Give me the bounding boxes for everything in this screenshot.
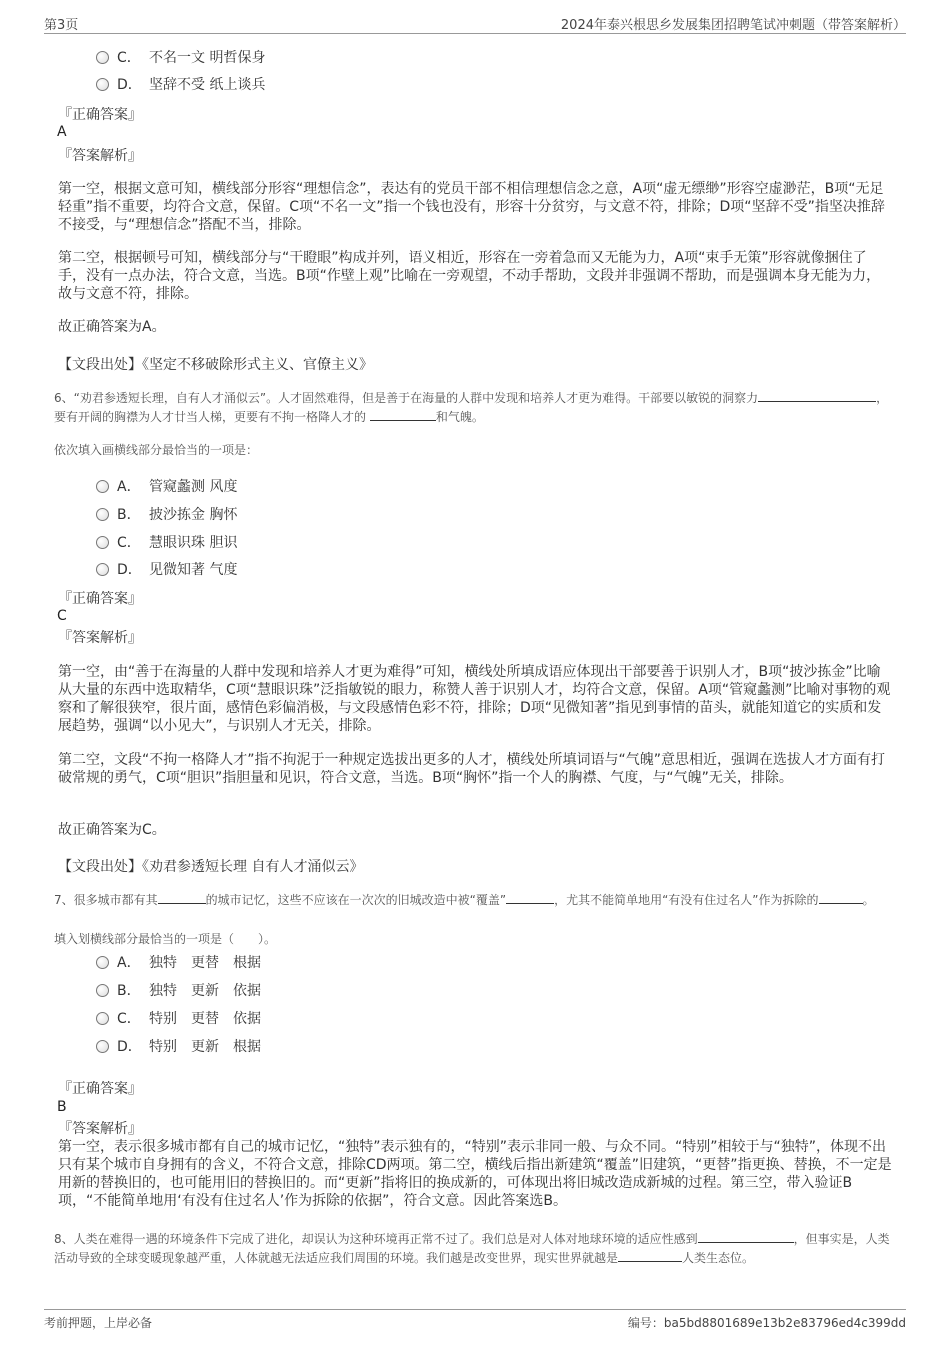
footer-code: 编号：ba5bd8801689e13b2e83796ed4c399dd	[627, 1316, 906, 1330]
blank-line[interactable]	[370, 407, 436, 421]
q6-answer: C	[57, 608, 67, 624]
radio-icon[interactable]	[96, 508, 109, 521]
q6-conclusion: 故正确答案为C。	[58, 822, 166, 838]
q5-analysis-p1: 第一空，根据文意可知，横线部分形容“理想信念”，表达有的党员干部不相信理想信念之意，A项“虚无缥缈”形容空虚渺茫，B项“无足轻重”指不重要，均符合文意，保留。C项“不名一文”指一个钱也没有，形容十分贫穷，与文意不符，排除；D项“坚辞不受”指坚决推辞不接受，与“理想信念”搭配不当，排除。	[58, 181, 885, 233]
q5-option-c[interactable]: C． 不名一文 明哲保身	[96, 48, 265, 68]
blank-line[interactable]	[158, 890, 206, 904]
q6-analysis-label: 『答案解析』	[58, 630, 142, 646]
q6-analysis-p1: 第一空，由“善于在海量的人群中发现和培养人才更为难得”可知，横线处所填成语应体现出干部要善于识别人才，B项“披沙拣金”比喻从大量的东西中选取精华，C项“慧眼识珠”泛指敏锐的眼力，称赞人善于识别人才，均符合文意，保留。A项“管窥蠡测”比喻对事物的观察和了解很狭窄，很片面，感情色彩偏消极，与文段感情色彩不符，排除；D项“见微知著”指见到事情的苗头，就能知道它的实质和发展趋势，强调“以小见大”，与识别人才无关，排除。	[58, 664, 891, 734]
q5-source: 【文段出处】《坚定不移破除形式主义、官僚主义》	[58, 357, 373, 373]
q5-answer-label: 『正确答案』	[58, 107, 142, 123]
blank-line[interactable]	[618, 1248, 682, 1262]
header-divider	[44, 33, 906, 34]
radio-icon[interactable]	[96, 78, 109, 91]
q7-option-b[interactable]: B． 独特 更新 依据	[96, 981, 261, 1001]
q6-analysis-p2: 第二空，文段“不拘一格降人才”指不拘泥于一种规定选拔出更多的人才，横线处所填词语与“气魄”意思相近，强调在选拔人才方面有打破常规的勇气，C项“胆识”指胆量和见识，符合文意，当选。B项“胸怀”指一个人的胸襟、气度，与“气魄”无关，排除。	[58, 752, 886, 786]
q7-answer-label: 『正确答案』	[58, 1081, 142, 1097]
q6-option-a[interactable]: A． 管窥蠡测 风度	[96, 477, 237, 497]
q5-answer: A	[57, 124, 67, 140]
q7-option-d[interactable]: D． 特别 更新 根据	[96, 1037, 261, 1057]
q7-analysis-p1: 第一空，表示很多城市都有自己的城市记忆，“独特”表示独有的，“特别”表示非同一般、与众不同。“特别”相较于与“独特”，体现不出只有某个城市自身拥有的含义，不符合文意，排除CD两项。第二空，横线后指出新建筑“覆盖”旧建筑，“更替”指更换、替换，不一定是用新的替换旧的，也可能用旧的替换旧的。而“更新”指将旧的换成新的，可体现出将旧城改造成新城的过程。第三空，带入验证B项，“不能简单地用‘有没有住过名人’作为拆除的依据”，符合文意。因此答案选B。	[58, 1139, 892, 1209]
radio-icon[interactable]	[96, 1040, 109, 1053]
q6-stem: 6、“劝君参透短长理，自有人才涌似云”。人才固然难得，但是善于在海量的人群中发现和培养人才更为难得。干部要以敏锐的洞察力 ，要有开阔的胸襟为人才廿当人梯，更要有不拘一格降人才的 和气魄。	[54, 388, 896, 426]
radio-icon[interactable]	[96, 1012, 109, 1025]
q7-stem: 7、很多城市都有其 的城市记忆，这些不应该在一次次的旧城改造中被“覆盖” ，尤其不能简单地用“有没有住过名人”作为拆除的 。	[54, 890, 896, 909]
page-number: 第3页	[44, 18, 79, 33]
q5-conclusion: 故正确答案为A。	[58, 319, 166, 335]
blank-line[interactable]	[698, 1229, 794, 1243]
radio-icon[interactable]	[96, 956, 109, 969]
blank-line[interactable]	[506, 890, 554, 904]
q6-source: 【文段出处】《劝君参透短长理 自有人才涌似云》	[58, 859, 364, 875]
radio-icon[interactable]	[96, 536, 109, 549]
q7-analysis-label: 『答案解析』	[58, 1121, 142, 1137]
q6-answer-label: 『正确答案』	[58, 591, 142, 607]
q7-prompt: 填入划横线部分最恰当的一项是（ ）。	[54, 932, 277, 946]
q7-answer: B	[57, 1099, 67, 1115]
radio-icon[interactable]	[96, 563, 109, 576]
q7-option-c[interactable]: C． 特别 更替 依据	[96, 1009, 261, 1029]
q5-analysis-p2: 第二空，根据顿号可知，横线部分与“干瞪眼”构成并列，语义相近，形容在一旁着急而又无能为力，A项“束手无策”形容就像捆住了手，没有一点办法，符合文意，当选。B项“作壁上观”比喻在一旁观望，不动手帮助，文段并非强调不帮助，而是强调本身无能为力，故与文意不符，排除。	[58, 250, 881, 302]
footer-divider	[44, 1309, 906, 1310]
q6-option-c[interactable]: C． 慧眼识珠 胆识	[96, 533, 237, 553]
q6-prompt: 依次填入画横线部分最恰当的一项是：	[54, 443, 259, 457]
q5-option-d[interactable]: D． 坚辞不受 纸上谈兵	[96, 75, 265, 95]
q5-analysis-label: 『答案解析』	[58, 148, 142, 164]
blank-line[interactable]	[819, 890, 863, 904]
q6-option-b[interactable]: B． 披沙拣金 胸怀	[96, 505, 237, 525]
q7-option-a[interactable]: A． 独特 更替 根据	[96, 953, 261, 973]
document-title: 2024年泰兴根思乡发展集团招聘笔试冲刺题（带答案解析）	[560, 18, 906, 33]
radio-icon[interactable]	[96, 984, 109, 997]
radio-icon[interactable]	[96, 51, 109, 64]
q6-option-d[interactable]: D． 见微知著 气度	[96, 560, 237, 580]
q8-stem: 8、人类在难得一遇的环境条件下完成了进化，却误认为这种环境再正常不过了。我们总是对人体对地球环境的适应性感到 ，但事实是，人类活动导致的全球变暖现象越严重，人体就越无法适应我们周围的环境。我们越是改变世界，现实世界就越是 人类生态位。	[54, 1229, 896, 1267]
radio-icon[interactable]	[96, 480, 109, 493]
blank-line[interactable]	[758, 388, 876, 402]
footer-slogan: 考前押题，上岸必备	[44, 1316, 153, 1330]
